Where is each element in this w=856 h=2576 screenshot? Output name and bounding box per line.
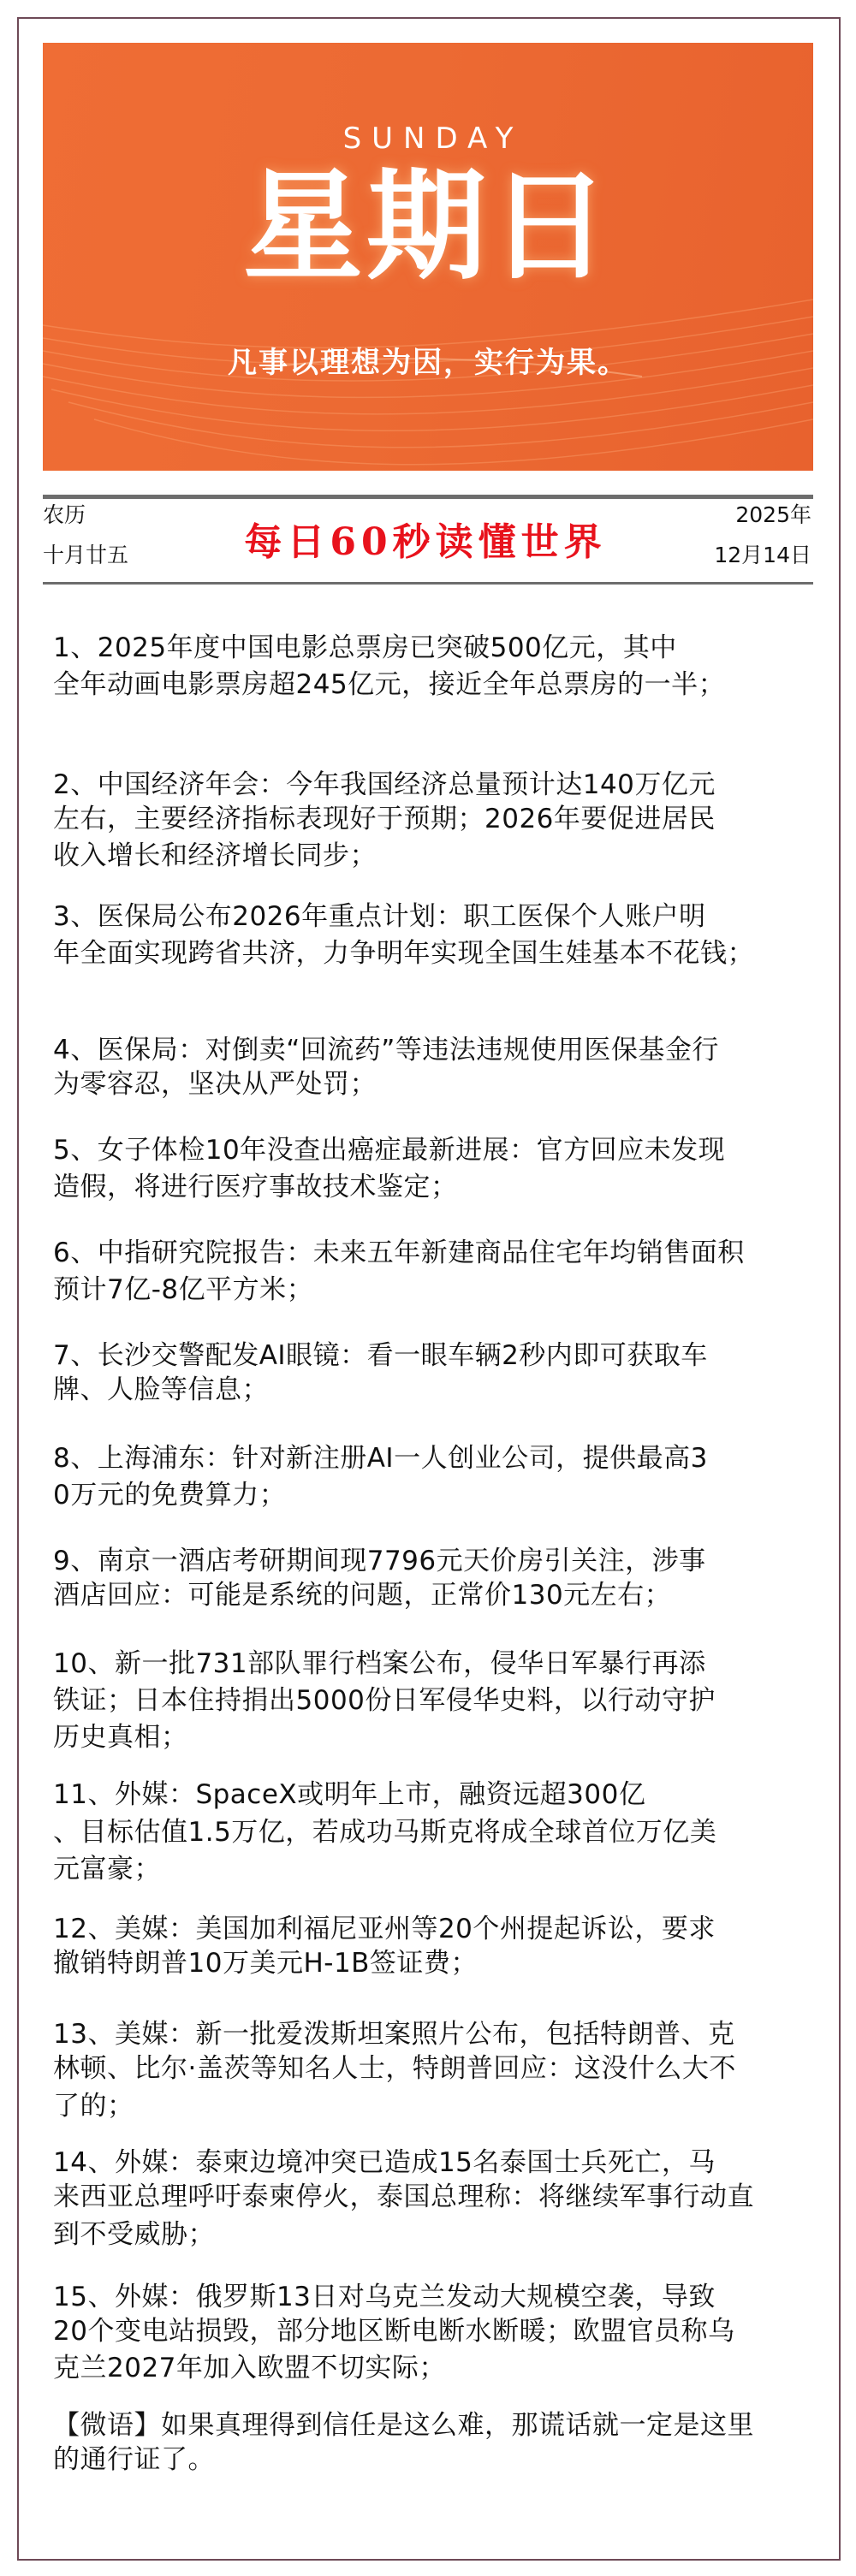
- news-line: 预计7亿-8亿平方米；: [53, 1274, 314, 1305]
- news-line: 0万元的免费算力；: [53, 1480, 287, 1511]
- weekday-banner: [43, 43, 813, 471]
- news-line: 5、女子体检10年没查出癌症最新进展：官方回应未发现: [53, 1135, 726, 1166]
- news-line: 林顿、比尔·盖茨等知名人士，特朗普回应：这没什么大不: [53, 2053, 736, 2084]
- quote-line: 的通行证了。: [53, 2444, 215, 2475]
- news-line: 到不受威胁；: [53, 2219, 215, 2250]
- quote-line: 【微语】如果真理得到信任是这么难，那谎话就一定是这里: [53, 2410, 754, 2441]
- news-line: 6、中指研究院报告：未来五年新建商品住宅年均销售面积: [53, 1238, 745, 1268]
- page-title: 每日60秒读懂世界: [244, 520, 607, 564]
- lunar-date: 十月廿五: [43, 543, 129, 567]
- lunar-calendar-label: 农历: [43, 502, 86, 527]
- news-line: 1、2025年度中国电影总票房已突破500亿元，其中: [53, 632, 677, 663]
- news-line: 、目标估值1.5万亿，若成功马斯克将成全球首位万亿美: [53, 1817, 717, 1848]
- news-line: 全年动画电影票房超245亿元，接近全年总票房的一半；: [53, 669, 726, 700]
- news-line: 元富豪；: [53, 1854, 161, 1885]
- news-line: 收入增长和经济增长同步；: [53, 840, 377, 871]
- news-line: 了的；: [53, 2091, 134, 2122]
- gregorian-year: 2025年: [735, 502, 811, 527]
- news-line: 克兰2027年加入欧盟不切实际；: [53, 2353, 446, 2383]
- news-line: 造假，将进行医疗事故技术鉴定；: [53, 1172, 458, 1202]
- news-line: 撤销特朗普10万美元H-1B签证费；: [53, 1948, 478, 1979]
- news-line: 左右，主要经济指标表现好于预期；2026年要促进居民: [53, 804, 716, 834]
- news-line: 酒店回应：可能是系统的问题，正常价130元左右；: [53, 1580, 672, 1611]
- masthead-top-rule: [43, 495, 813, 499]
- news-line: 20个变电站损毁，部分地区断电断水断暖；欧盟官员称乌: [53, 2316, 735, 2347]
- news-line: 3、医保局公布2026年重点计划：职工医保个人账户明: [53, 901, 706, 932]
- weekday-chinese: 星期日: [242, 157, 613, 297]
- news-line: 7、长沙交警配发AI眼镜：看一眼车辆2秒内即可获取车: [53, 1340, 708, 1371]
- news-line: 8、上海浦东：针对新注册AI一人创业公司，提供最高3: [53, 1443, 708, 1474]
- news-line: 10、新一批731部队罪行档案公布，侵华日军暴行再添: [53, 1648, 706, 1679]
- news-line: 2、中国经济年会：今年我国经济总量预计达140万亿元: [53, 769, 716, 800]
- weekday-english: SUNDAY: [342, 122, 524, 156]
- news-line: 13、美媒：新一批爱泼斯坦案照片公布，包括特朗普、克: [53, 2019, 735, 2050]
- news-line: 11、外媒：SpaceX或明年上市，融资远超300亿: [53, 1779, 646, 1810]
- news-line: 历史真相；: [53, 1722, 188, 1753]
- news-line: 铁证；日本住持捐出5000份日军侵华史料，以行动守护: [53, 1685, 716, 1716]
- news-line: 9、南京一酒店考研期间现7796元天价房引关注，涉事: [53, 1546, 706, 1576]
- news-line: 年全面实现跨省共济，力争明年实现全国生娃基本不花钱；: [53, 938, 754, 969]
- news-line: 来西亚总理呼吁泰柬停火，泰国总理称：将继续军事行动直: [53, 2181, 754, 2212]
- news-line: 12、美媒：美国加利福尼亚州等20个州提起诉讼，要求: [53, 1914, 716, 1944]
- news-line: 14、外媒：泰柬边境冲突已造成15名泰国士兵死亡，马: [53, 2147, 716, 2178]
- masthead-bottom-rule: [43, 582, 813, 585]
- news-line: 15、外媒：俄罗斯13日对乌克兰发动大规模空袭，导致: [53, 2282, 716, 2312]
- gregorian-month-day: 12月14日: [714, 543, 811, 567]
- news-line: 4、医保局：对倒卖“回流药”等违法违规使用医保基金行: [53, 1035, 719, 1065]
- news-line: 为零容忍，坚决从严处罚；: [53, 1069, 377, 1100]
- daily-motto: 凡事以理想为因，实行为果。: [228, 346, 628, 380]
- news-line: 牌、人脸等信息；: [53, 1374, 269, 1405]
